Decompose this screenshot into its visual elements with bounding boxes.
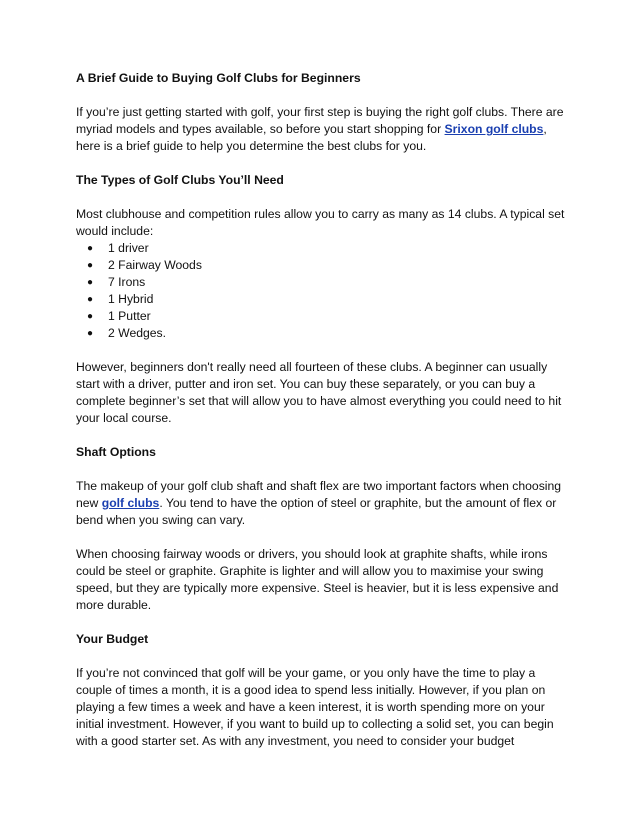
shaft-paragraph-2: When choosing fairway woods or drivers, you should look at graphite shafts, while irons could be steel or graphite. Graphite is lighter and will allow you to maximise your swing speed, but they are typically more expensive. Steel is heavier, but it is less expensive and more durable. — [76, 547, 559, 612]
golf-clubs-link[interactable]: golf clubs — [101, 496, 160, 510]
bullet-icon: ● — [87, 277, 94, 288]
list-item-text: 1 Putter — [108, 309, 151, 323]
types-paragraph: Most clubhouse and competition rules allow you to carry as many as 14 clubs. A typical set would include: — [76, 207, 565, 238]
list-item-text: 2 Wedges. — [108, 326, 167, 340]
bullet-icon: ● — [87, 328, 94, 339]
list-item — [76, 325, 568, 342]
bullet-icon: ● — [87, 260, 94, 271]
list-item — [76, 274, 568, 291]
bullet-icon: ● — [87, 311, 94, 322]
document-page — [76, 70, 568, 750]
intro-text-start: If you’re just getting started with golf, your first step is buying the right golf clubs. There are myriad models and types available, so before you start shopping for — [76, 105, 564, 136]
budget-heading: Your Budget — [76, 632, 149, 646]
list-item-text: 1 driver — [108, 241, 149, 255]
shaft-paragraph-1 — [76, 478, 568, 529]
types-heading: The Types of Golf Clubs You’ll Need — [76, 173, 284, 187]
budget-paragraph: If you’re not convinced that golf will be your game, or you only have the time to play a couple of times a month, it is a good idea to spend less initially. However, if you plan on playing a few times a week and have a keen interest, it is worth spending more on your initial investment. However, if you want to build up to collecting a solid set, you can begin with a good starter set. As with any investment, you need to consider your budget — [76, 666, 554, 748]
shaft-text-end: . You tend to have the option of steel or graphite, but the amount of flex or bend when you swing can vary. — [76, 496, 557, 527]
list-item — [76, 257, 568, 274]
list-item — [76, 308, 568, 325]
bullet-icon: ● — [87, 294, 94, 305]
srixon-golf-clubs-link[interactable]: Srixon golf clubs — [444, 122, 544, 136]
club-list — [76, 240, 568, 342]
intro-paragraph — [76, 104, 568, 155]
shaft-heading: Shaft Options — [76, 445, 156, 459]
intro-text-end: , here is a brief guide to help you determine the best clubs for you. — [76, 122, 547, 153]
list-item-text: 2 Fairway Woods — [108, 258, 202, 272]
document-title: A Brief Guide to Buying Golf Clubs for Beginners — [76, 71, 361, 85]
types-followup-paragraph: However, beginners don't really need all fourteen of these clubs. A beginner can usually start with a driver, putter and iron set. You can buy these separately, or you can buy a complete beginner’s set that will allow you to have almost everything you could need to hit your local course. — [76, 360, 562, 425]
list-item-text: 1 Hybrid — [108, 292, 154, 306]
bullet-icon: ● — [87, 243, 94, 254]
list-item — [76, 291, 568, 308]
list-item — [76, 240, 568, 257]
list-item-text: 7 Irons — [108, 275, 146, 289]
shaft-text-start: The makeup of your golf club shaft and shaft flex are two important factors when choosing new — [76, 479, 562, 510]
